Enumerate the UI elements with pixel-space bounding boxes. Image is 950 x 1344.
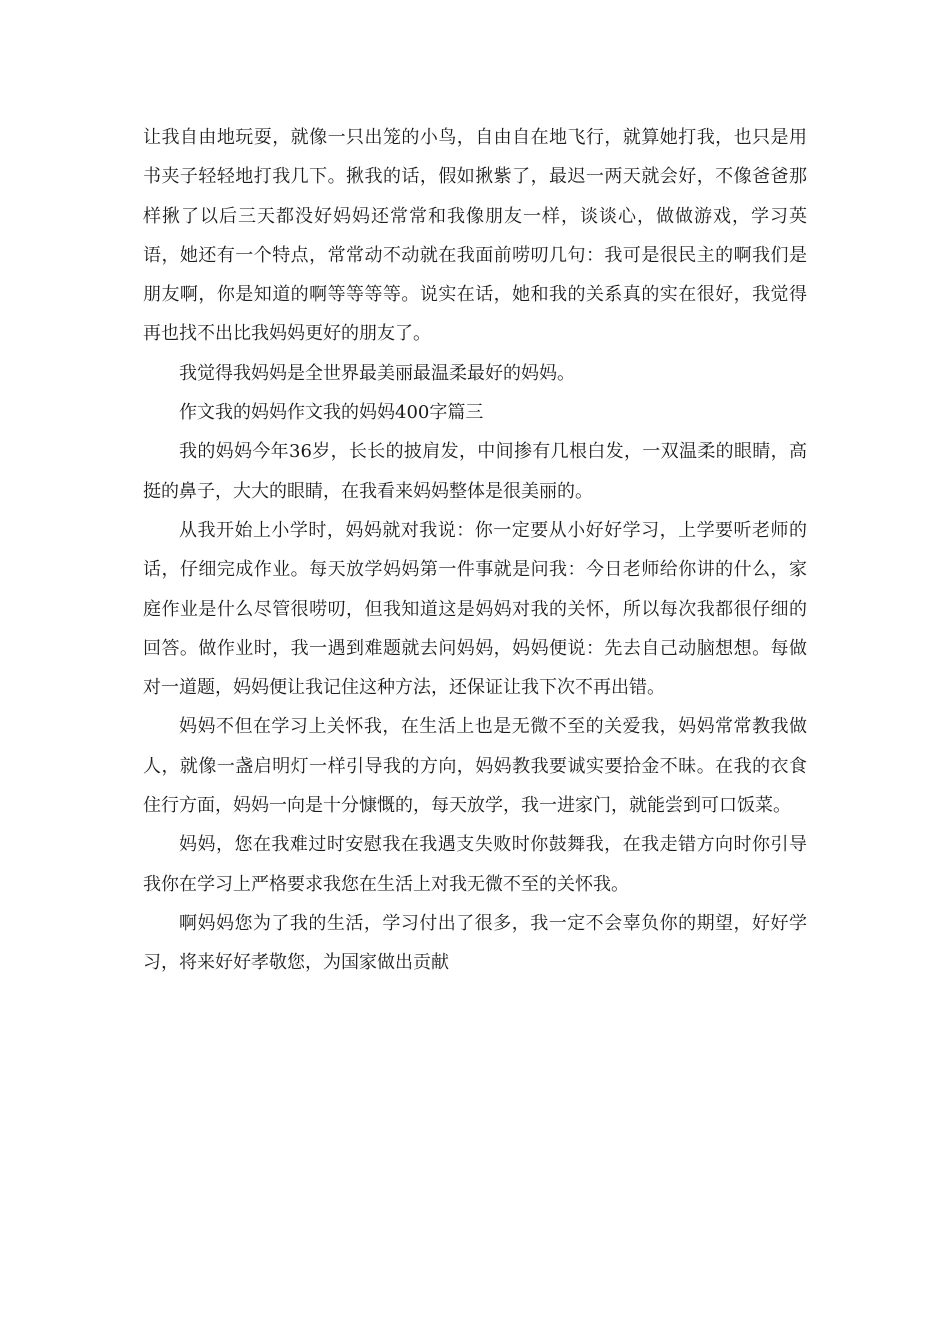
section-heading: 作文我的妈妈作文我的妈妈400字篇三 [179,402,484,424]
paragraph-friend-like-mother: 让我自由地玩耍，就像一只出笼的小鸟，自由自在地飞行，就算她打我，也只是用书夹子轻轻地打我几下。揪我的话，假如揪紫了，最迟一两天就会好，不像爸爸那样揪了以后三天都没好妈妈还常常和我像朋友一样，谈谈心，做做游戏，学习英语，她还有一个特点，常常动不动就在我面前唠叨几句：我可是很民主的啊我们是朋友啊，你是知道的啊等等等等。说实在话，她和我的关系真的实在很好，我觉得再也找不出比我妈妈更好的朋友了。 [143,127,807,345]
paragraph-life-care: 妈妈不但在学习上关怀我，在生活上也是无微不至的关爱我，妈妈常常教我做人，就像一盏启明灯一样引导我的方向，妈妈教我要诚实要拾金不昧。在我的衣食住行方面，妈妈一向是十分慷慨的，每天放学，我一进家门，就能尝到可口饭菜。 [143,716,807,817]
paragraph-study-help: 从我开始上小学时，妈妈就对我说：你一定要从小好好学习，上学要听老师的话，仔细完成作业。每天放学妈妈第一件事就是问我：今日老师给你讲的什么，家庭作业是什么尽管很唠叨，但我知道这是妈妈对我的关怀，所以每次我都很仔细的回答。做作业时，我一遇到难题就去问妈妈，妈妈便说：先去自己动脑想想。每做对一道题，妈妈便让我记住这种方法，还保证让我下次不再出错。 [143,519,807,699]
paragraph-comfort: 妈妈，您在我难过时安慰我在我遇支失败时你鼓舞我，在我走错方向时你引导我你在学习上严格要求我您在生活上对我无微不至的关怀我。 [143,834,807,895]
paragraph-best-mother: 我觉得我妈妈是全世界最美丽最温柔最好的妈妈。 [179,362,575,384]
paragraph-promise: 啊妈妈您为了我的生活，学习付出了很多，我一定不会辜负你的期望，好好学习，将来好好孝敬您，为国家做出贡献 [143,912,807,974]
paragraph-mother-appearance: 我的妈妈今年36岁，长长的披肩发，中间掺有几根白发，一双温柔的眼睛，高挺的鼻子，大大的眼睛，在我看来妈妈整体是很美丽的。 [143,441,807,502]
document-body [143,118,807,983]
